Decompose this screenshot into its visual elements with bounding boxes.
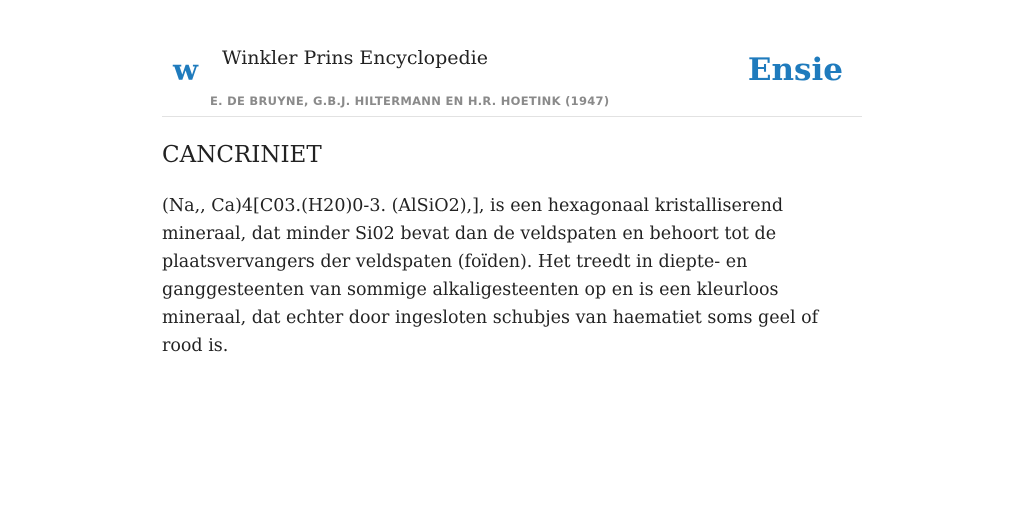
entry-body: (Na,, Ca)4[C03.(H20)0-3. (AlSiO2),], is een hexagonaal kristalliserend mineraal, dat minder Si02 bevat dan de veldspaten en behoort tot de plaatsvervangers der veldspaten (foïden). Het treedt in diepte- en ganggesteenten van sommige alkaligesteenten op en is een kleurloos mineraal, dat echter door ingesloten schubjes van haematiet soms geel of rood is. xyxy=(162,196,819,356)
page xyxy=(162,0,862,356)
entry-title: CANCRINIET xyxy=(162,142,322,168)
encyclopedia-title-link[interactable]: Winkler Prins Encyclopedie xyxy=(222,47,488,69)
authors-line: E. DE BRUYNE, G.B.J. HILTERMANN EN H.R. HOETINK (1947) xyxy=(210,94,610,108)
header xyxy=(162,0,862,117)
encyclopedia-logo-icon[interactable]: w xyxy=(173,53,198,87)
ensie-logo-link[interactable]: Ensie xyxy=(747,52,843,88)
